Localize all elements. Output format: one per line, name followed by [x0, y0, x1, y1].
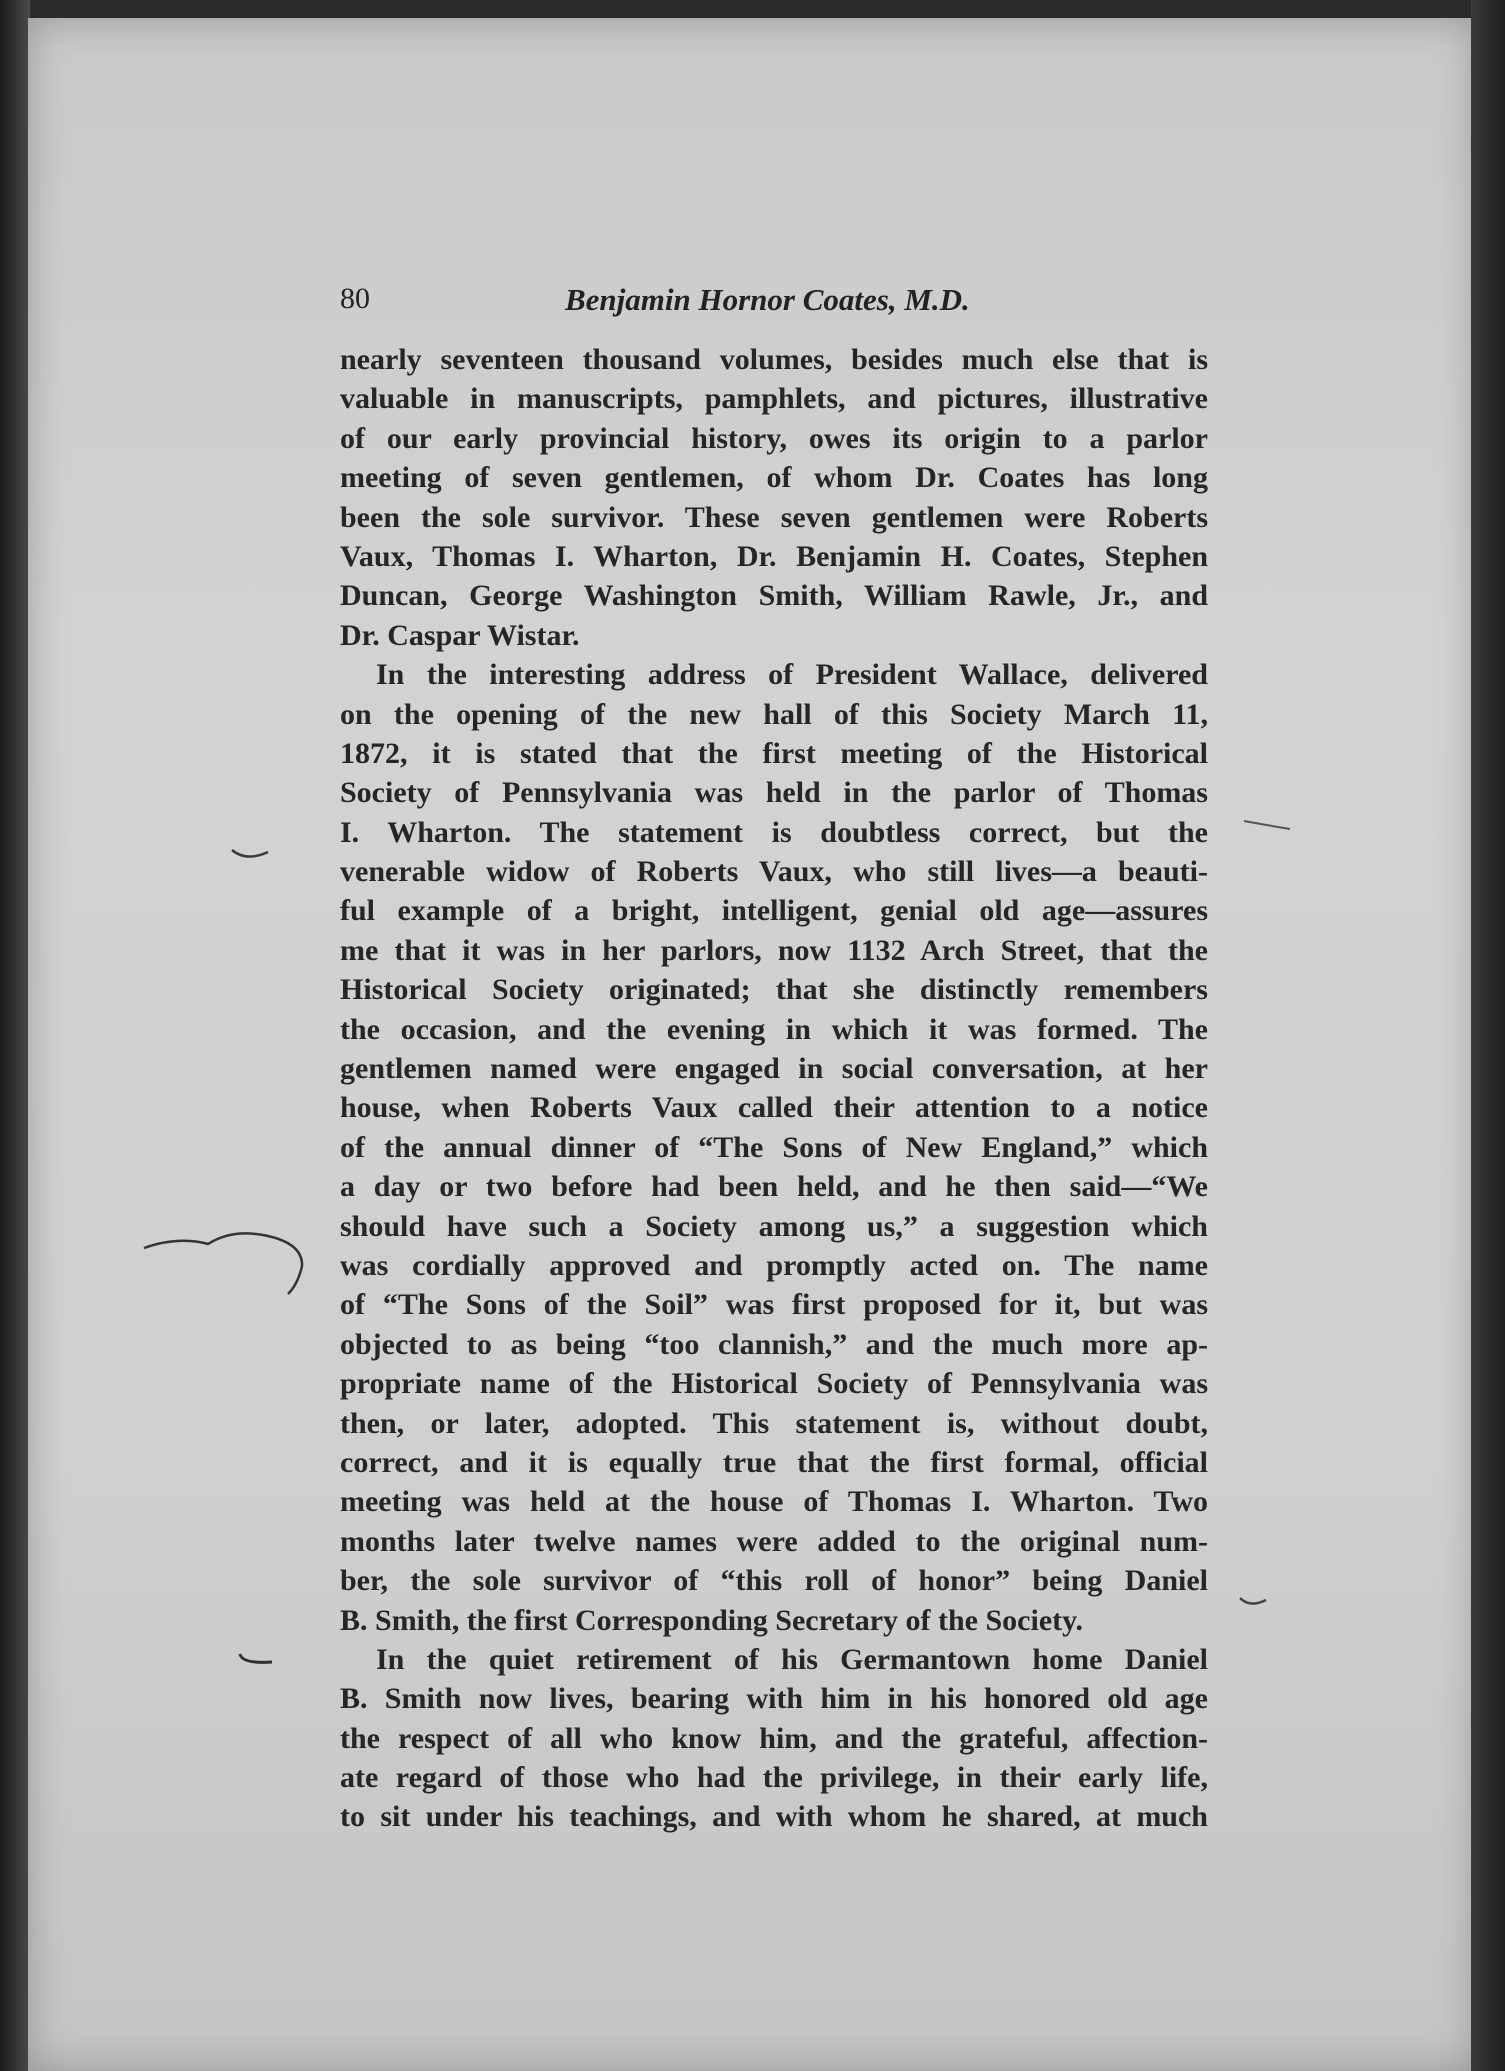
text-line: of the annual dinner of “The Sons of New England,” which [340, 1130, 1208, 1164]
text-line: valuable in manuscripts, pamphlets, and pictures, illustrative [340, 382, 1208, 416]
text-line: to sit under his teachings, and with whom he shared, at much [340, 1800, 1208, 1834]
text-line: In the interesting address of President Wallace, delivered [376, 658, 1208, 692]
text-line: ful example of a bright, intelligent, genial old age—assures [340, 894, 1208, 928]
text-line: the occasion, and the evening in which it was formed. The [340, 1012, 1208, 1046]
text-line: gentlemen named were engaged in social conversation, at her [340, 1052, 1208, 1086]
text-line: correct, and it is equally true that the first formal, official [340, 1445, 1208, 1479]
text-line: nearly seventeen thousand volumes, besides much else that is [340, 343, 1208, 376]
text-line: was cordially approved and promptly acted on. The name [340, 1248, 1208, 1282]
text-line: I. Wharton. The statement is doubtless correct, but the [340, 815, 1208, 849]
text-line: Duncan, George Washington Smith, William Rawle, Jr., and [340, 579, 1208, 613]
text-line: house, when Roberts Vaux called their attention to a notice [340, 1091, 1208, 1125]
text-line: venerable widow of Roberts Vaux, who still lives—a beauti- [340, 855, 1208, 889]
text-line: Dr. Caspar Wistar. [340, 618, 580, 652]
text-line: In the quiet retirement of his Germantown home Daniel [376, 1642, 1208, 1676]
text-line: B. Smith, the first Corresponding Secretary of the Society. [340, 1603, 1083, 1637]
text-line: Historical Society originated; that she distinctly remembers [340, 973, 1208, 1007]
text-line: months later twelve names were added to the original num- [340, 1524, 1208, 1558]
text-line: been the sole survivor. These seven gentlemen were Roberts [340, 500, 1208, 534]
margin-tick-mark [1240, 815, 1300, 839]
text-line: ber, the sole survivor of “this roll of honor” being Daniel [340, 1564, 1208, 1598]
text-line: on the opening of the new hall of this Society March 11, [340, 697, 1208, 731]
text-line: 1872, it is stated that the first meeting of the Historical [340, 736, 1208, 770]
text-line: objected to as being “too clannish,” and the much more ap- [340, 1327, 1208, 1361]
page-edge-shadow [1471, 0, 1505, 2071]
text-line: meeting of seven gentlemen, of whom Dr. Coates has long [340, 461, 1208, 495]
text-line: Vaux, Thomas I. Wharton, Dr. Benjamin H. Coates, Stephen [340, 539, 1208, 573]
text-line: propriate name of the Historical Society of Pennsylvania was [340, 1367, 1208, 1401]
margin-tick-mark [232, 1648, 292, 1672]
text-line: of our early provincial history, owes its origin to a parlor [340, 421, 1208, 455]
margin-bracket-mark [138, 1222, 318, 1302]
book-binding-edge [0, 0, 30, 2071]
text-line: the respect of all who know him, and the grateful, affection- [340, 1721, 1208, 1755]
text-line: of “The Sons of the Soil” was first proposed for it, but was [340, 1288, 1208, 1322]
text-line: a day or two before had been held, and he then said—“We [340, 1170, 1208, 1204]
running-title: Benjamin Hornor Coates, M.D. [565, 282, 970, 317]
text-line: meeting was held at the house of Thomas I. Wharton. Two [340, 1485, 1208, 1519]
page-number: 80 [340, 282, 370, 315]
text-line: then, or later, adopted. This statement is, without doubt, [340, 1406, 1208, 1440]
text-line: me that it was in her parlors, now 1132 Arch Street, that the [340, 933, 1208, 967]
text-line: ate regard of those who had the privilege, in their early life, [340, 1761, 1208, 1795]
body-text [340, 340, 1208, 1837]
margin-tick-mark [1236, 1590, 1276, 1614]
text-line: should have such a Society among us,” a suggestion which [340, 1209, 1208, 1243]
margin-tick-mark [228, 840, 288, 870]
page-header [340, 282, 1210, 328]
text-line: B. Smith now lives, bearing with him in his honored old age [340, 1682, 1208, 1716]
text-line: Society of Pennsylvania was held in the parlor of Thomas [340, 776, 1208, 810]
